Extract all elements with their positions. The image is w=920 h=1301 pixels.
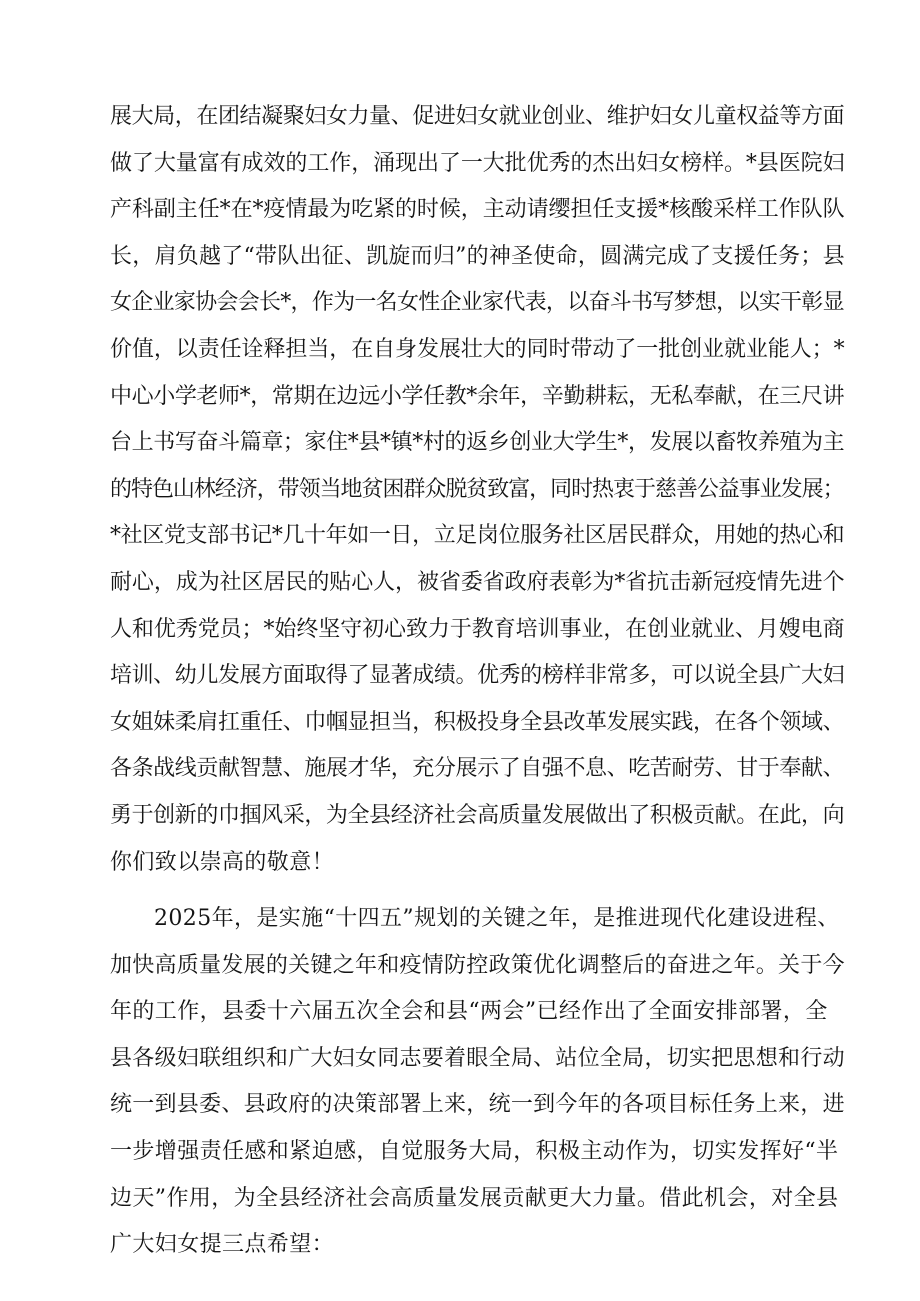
text-line: 2025年，是实施“十四五”规划的关键之年，是推进现代化建设进程、	[154, 906, 840, 932]
paragraph-gap	[110, 886, 845, 896]
text-line: 一步增强责任感和紧迫感，自觉服务大局，积极主动作为，切实发挥好“半	[110, 1139, 839, 1165]
text-line: 年的工作，县委十六届五次全会和县“两会”已经作出了全面安排部署，全	[110, 999, 828, 1025]
body-text	[110, 94, 845, 1269]
text-line: 勇于创新的巾掴风采，为全县经济社会高质量发展做出了积极贡献。在此，向	[110, 802, 845, 828]
text-line: 县各级妇联组织和广大妇女同志要着眼全局、站位全局，切实把思想和行动	[110, 1045, 845, 1071]
text-line: 人和优秀党员；*始终坚守初心致力于教育培训事业，在创业就业、月嫂电商	[110, 616, 845, 642]
text-line: 耐心，成为社区居民的贴心人，被省委省政府表彰为*省抗击新冠疫情先进个	[110, 569, 845, 595]
text-line: 统一到县委、县政府的决策部署上来，统一到今年的各项目标任务上来，进	[110, 1092, 845, 1118]
text-line: 长，肩负越了“带队出征、凯旋而归”的神圣使命，圆满完成了支援任务；县	[110, 243, 845, 269]
text-line: 加快高质量发展的关键之年和疫情防控政策优化调整后的奋进之年。关于今	[110, 952, 845, 978]
text-line: 产科副主任*在*疫情最为吃紧的时候，主动请缨担任支援*核酸采样工作队队	[110, 197, 845, 223]
paragraph-2	[110, 896, 845, 1269]
text-line: 展大局，在团结凝聚妇女力量、促进妇女就业创业、维护妇女儿童权益等方面	[110, 104, 845, 129]
text-line: 的特色山林经济，带领当地贫困群众脱贫致富，同时热衷于慈善公益事业发展；	[110, 476, 844, 502]
text-line: 价值，以责任诠释担当，在自身发展壮大的同时带动了一批创业就业能人；*	[110, 336, 845, 362]
text-line: 中心小学老师*，常期在边远小学任教*余年，辛勤耕耘，无私奉献，在三尺讲	[110, 383, 845, 409]
text-line: 各条战线贡献智慧、施展才华，充分展示了自强不息、吃苦耐劳、甘于奉献、	[110, 756, 845, 782]
text-line: 广大妇女提三点希望：	[110, 1232, 335, 1258]
text-line: 培训、幼儿发展方面取得了显著成绩。优秀的榜样非常多，可以说全县广大妇	[110, 663, 845, 689]
text-line: 做了大量富有成效的工作，涌现出了一大批优秀的杰出妇女榜样。*县医院妇	[110, 150, 845, 176]
text-line: 你们致以崇高的敬意！	[110, 849, 335, 875]
paragraph-1	[110, 94, 845, 886]
text-line: 台上书写奋斗篇章；家住*县*镇*村的返乡创业大学生*，发展以畜牧养殖为主	[110, 430, 845, 456]
text-line: 边天”作用，为全县经济社会高质量发展贡献更大力量。借此机会，对全县	[110, 1185, 839, 1211]
text-line: *社区党支部书记*几十年如一日，立足岗位服务社区居民群众，用她的热心和	[110, 523, 845, 549]
text-line: 女姐妹柔肩扛重任、巾帼显担当，积极投身全县改革发展实践，在各个领域、	[110, 709, 845, 735]
text-line: 女企业家协会会长*，作为一名女性企业家代表，以奋斗书写梦想，以实干彰显	[110, 290, 844, 316]
